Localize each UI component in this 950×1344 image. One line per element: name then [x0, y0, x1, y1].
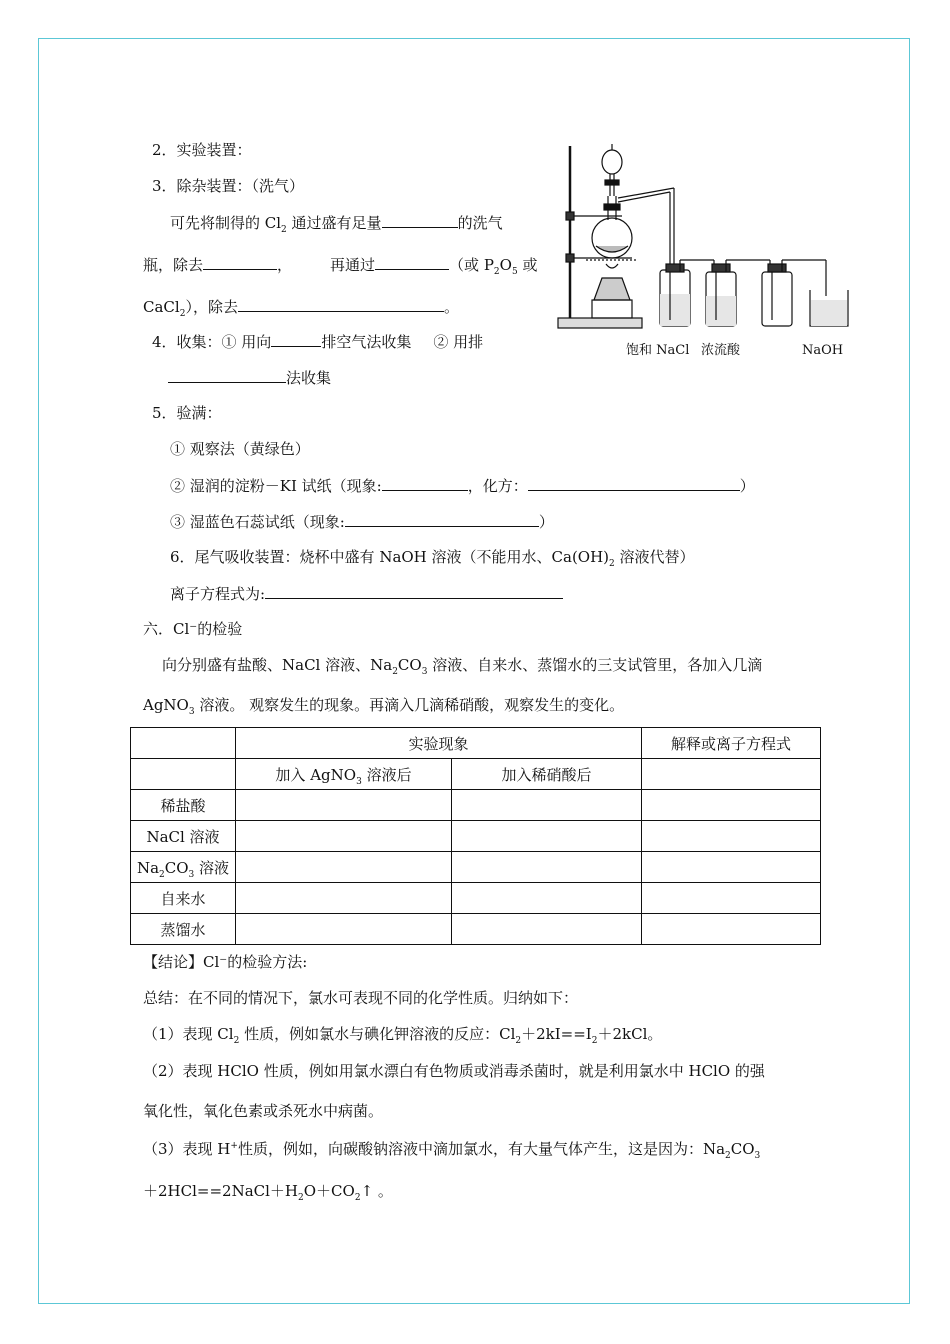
item-6-line-2: 离子方程式为:	[170, 583, 563, 604]
summary-item-2: （2）表现 HClO 性质，例如用氯水漂白有色物质或消毒杀菌时，就是利用氯水中 HClO 的强	[143, 1062, 765, 1080]
summary-item-2-cont: 氧化性，氧化色素或杀死水中病菌。	[143, 1102, 384, 1120]
blank-ki-phenomenon[interactable]	[382, 475, 468, 491]
row-label-na2co3: $Na_2CO_3$ 溶液	[131, 852, 236, 883]
summary-item-3: （3）表现 H+性质，例如，向碳酸钠溶液中滴加氯水，有大量气体产生，这是因为：$Na_2CO_3$	[143, 1140, 761, 1161]
summary-item-3-cont: $+2HCl==2NaCl+H_2O+CO_2↑$ 。	[143, 1182, 393, 1203]
row-label-distilled-water: 蒸馏水	[131, 914, 236, 945]
row-label-tap-water: 自来水	[131, 883, 236, 914]
item-3-line-2: 瓶，除去 ， 再通过 （或 $P_2O_5$ 或	[143, 256, 538, 277]
section-6-para-1: 向分别盛有盐酸、NaCl 溶液、$Na_2CO_3$ 溶液、自来水、蒸馏水的三支试管里，各加入几滴	[162, 656, 763, 677]
item-3-line-1: 可先将制得的 $Cl_2$ 通过盛有足量 的洗气	[170, 214, 503, 235]
item-3-heading: 3．除杂装置：（洗气）	[152, 177, 305, 195]
item-4-line-2: 法收集	[168, 367, 331, 388]
table-row	[131, 883, 821, 914]
blank-impurity-1[interactable]	[203, 254, 277, 270]
item-4-line-1: 4．收集：① 用向 排空气法收集 ② 用排	[152, 333, 484, 351]
item-5-method-3: ③ 湿蓝色石蕊试纸（现象: ）	[170, 513, 554, 531]
table-header-row	[131, 728, 821, 759]
apparatus-diagram	[556, 140, 856, 365]
chloride-test-table	[130, 727, 821, 945]
header-phenomenon: 实验现象	[236, 728, 642, 759]
label-conc-acid: 浓流酸	[701, 343, 741, 358]
blank-drying-agent[interactable]	[375, 254, 449, 270]
item-5-method-1: ① 观察法（黄绿色）	[170, 440, 310, 458]
item-6-line-1: 6．尾气吸收装置：烧杯中盛有 NaOH 溶液（不能用水、$Ca(OH)_2$ 溶液代替）	[170, 548, 695, 569]
blank-impurity-2[interactable]	[238, 296, 444, 312]
item-5-method-2: ② 湿润的淀粉－KI 试纸（现象: ，化方： ）	[170, 477, 755, 495]
item-3-line-3: CaCl$_2$），除去 。	[143, 298, 459, 319]
blank-litmus-phenomenon[interactable]	[345, 511, 539, 527]
table-row	[131, 821, 821, 852]
row-label-nacl: NaCl 溶液	[131, 821, 236, 852]
conclusion-line: 【结论】Cl⁻的检验方法:	[143, 953, 308, 971]
blank-air-direction[interactable]	[271, 331, 321, 347]
table-subheader-row	[131, 759, 821, 790]
summary-item-1: （1）表现 $Cl_2$ 性质，例如氯水与碘化钾溶液的反应：$Cl_2+2kI==I_2+2kCl$。	[143, 1025, 663, 1046]
table-row	[131, 852, 821, 883]
label-saturated-nacl: 饱和 NaCl	[626, 343, 690, 358]
item-5-heading: 5．验满：	[152, 404, 222, 422]
table-corner-cell	[131, 728, 236, 759]
blank-ionic-equation[interactable]	[265, 583, 563, 599]
item-2-heading: 2．实验装置：	[152, 141, 252, 159]
section-6-heading: 六．Cl⁻的检验	[143, 620, 243, 638]
apparatus-drawing	[556, 140, 856, 340]
blank-washing-liquid[interactable]	[382, 212, 458, 228]
table-row	[131, 914, 821, 945]
header-explanation: 解释或离子方程式	[642, 728, 821, 759]
subheader-hno3: 加入稀硝酸后	[452, 759, 642, 790]
label-naoh: NaOH	[802, 343, 844, 358]
subheader-agno3: 加入 AgNO$_3$ 溶液后	[236, 759, 452, 790]
blank-collection-liquid[interactable]	[168, 367, 286, 383]
summary-line: 总结：在不同的情况下，氯水可表现不同的化学性质。归纳如下：	[143, 989, 579, 1007]
section-6-para-2: AgNO$_3$ 溶液。 观察发生的现象。再滴入几滴稀硝酸，观察发生的变化。	[143, 696, 625, 717]
row-label-hcl: 稀盐酸	[131, 790, 236, 821]
table-row	[131, 790, 821, 821]
blank-ki-equation[interactable]	[528, 475, 740, 491]
